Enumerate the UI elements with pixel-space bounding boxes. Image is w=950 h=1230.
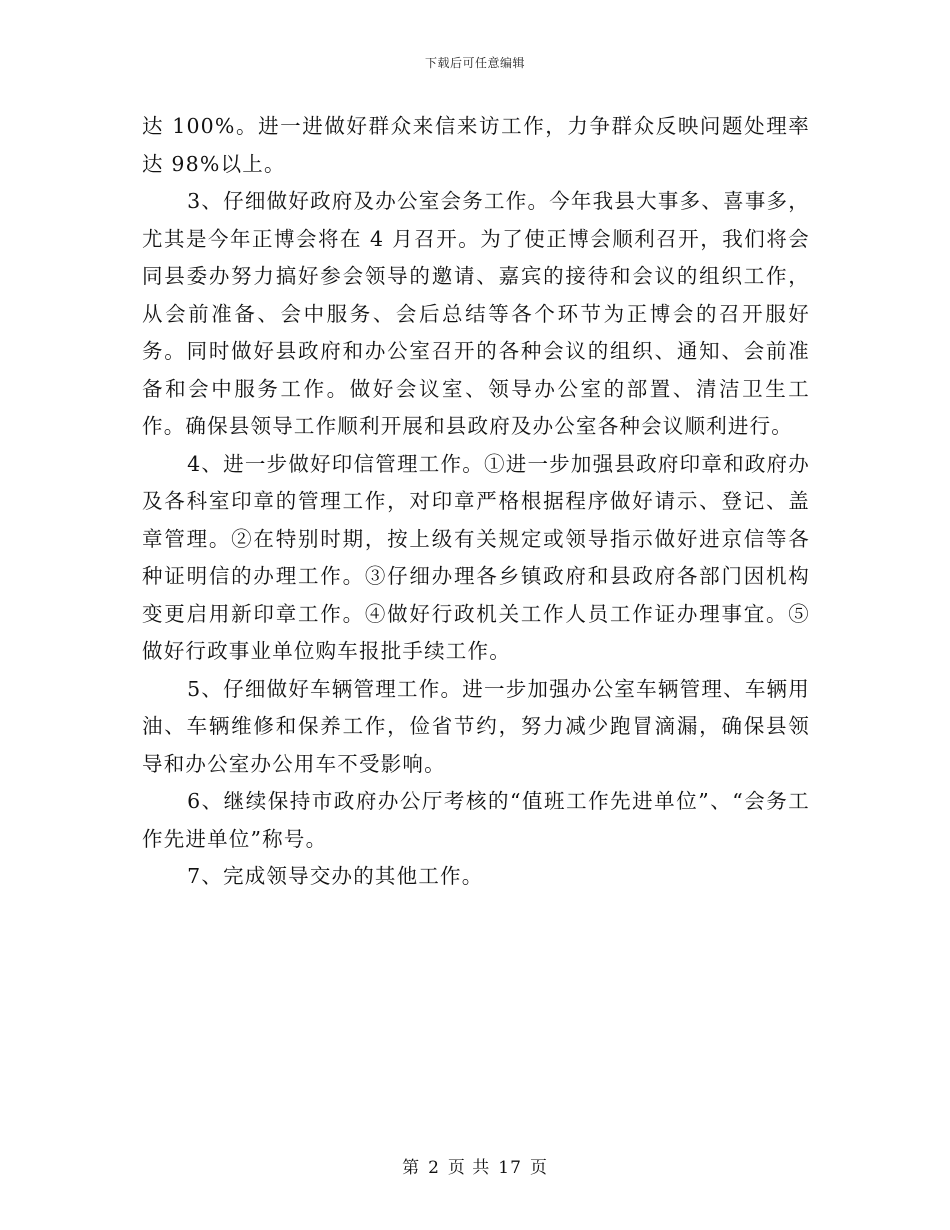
- paragraph-item-4: 4、进一步做好印信管理工作。①进一步加强县政府印章和政府办及各科室印章的管理工作，对印章严格根据程序做好请示、登记、盖章管理。②在特别时期，按上级有关规定或领导指示做好进京信等各种证明信的办理工作。③仔细办理各乡镇政府和县政府各部门因机构变更启用新印章工作。④做好行政机关工作人员工作证办理事宜。⑤做好行政事业单位购车报批手续工作。: [142, 451, 810, 663]
- footer-middle: 页 共: [447, 1158, 491, 1178]
- paragraph-item-7: 7、完成领导交办的其他工作。: [187, 864, 484, 888]
- footer-prefix: 第: [402, 1158, 421, 1178]
- paragraph-item-5: 5、仔细做好车辆管理工作。进一步加强办公室车辆管理、车辆用油、车辆维修和保养工作，俭省节约，努力减少跑冒滴漏，确保县领导和办公室办公用车不受影响。: [142, 676, 810, 776]
- footer-suffix: 页: [529, 1158, 548, 1178]
- paragraph-item-6: 6、继续保持市政府办公厅考核的“值班工作先进单位”、“会务工作先进单位”称号。: [142, 789, 810, 851]
- page-footer: [0, 1153, 950, 1178]
- paragraph-item-3: 3、仔细做好政府及办公室会务工作。今年我县大事多、喜事多，尤其是今年正博会将在 4 月召开。为了使正博会顺利召开，我们将会同县委办努力搞好参会领导的邀请、嘉宾的接待和会议的组织工作，从会前准备、会中服务、会后总结等各个环节为正博会的召开服好务。同时做好县政府和办公室召开的各种会议的组织、通知、会前准备和会中服务工作。做好会议室、领导办公室的部置、清洁卫生工作。确保县领导工作顺利开展和县政府及办公室各种会议顺利进行。: [142, 189, 810, 438]
- footer-total-pages: 17: [498, 1158, 522, 1178]
- document-body: [142, 108, 810, 896]
- footer-page-number: 2: [428, 1158, 440, 1178]
- page-header: 下载后可任意编辑: [424, 56, 525, 70]
- paragraph-continuation: 达 100%。进一进做好群众来信来访工作，力争群众反映问题处理率达 98%以上。: [142, 114, 810, 176]
